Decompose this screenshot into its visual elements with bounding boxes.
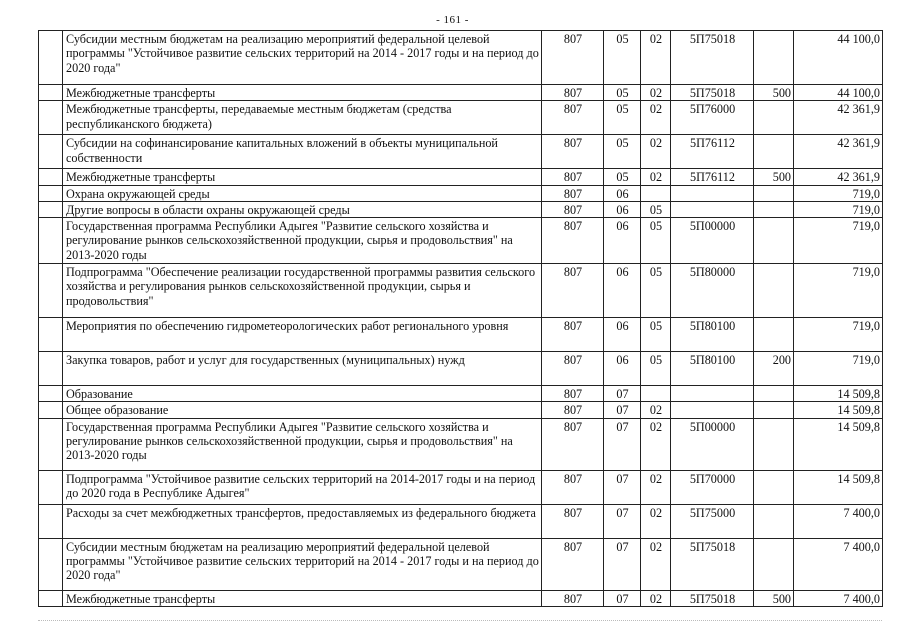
cell-ved-code: 807 <box>542 85 604 101</box>
cell-expense-type <box>754 402 794 418</box>
cell-ved-code: 807 <box>542 386 604 402</box>
cell-item-name: Субсидии на софинансирование капитальных вложений в объекты муниципальной собственности <box>63 135 542 169</box>
cell-ved-code: 807 <box>542 470 604 504</box>
cell-amount: 42 361,9 <box>794 169 883 185</box>
cell-item-name: Государственная программа Республики Адыгея "Развитие сельского хозяйства и регулирование рынков сельскохозяйственной продукции, сырья и продовольствия" на 2013-2020 годы <box>63 418 542 470</box>
cell-section: 07 <box>604 504 641 538</box>
cell-subsection: 02 <box>641 85 671 101</box>
table-row <box>39 169 883 185</box>
table-row <box>39 85 883 101</box>
table-row <box>39 386 883 402</box>
table-row <box>39 352 883 386</box>
cell-item-name: Другие вопросы в области охраны окружающей среды <box>63 201 542 217</box>
table-row <box>39 264 883 318</box>
cell-amount: 719,0 <box>794 201 883 217</box>
cell-ved-code: 807 <box>542 101 604 135</box>
cell-blank <box>39 538 63 590</box>
cell-subsection: 02 <box>641 418 671 470</box>
cell-blank <box>39 135 63 169</box>
cell-ved-code: 807 <box>542 218 604 264</box>
cell-target-article <box>671 402 754 418</box>
cell-item-name: Межбюджетные трансферты <box>63 590 542 606</box>
cell-subsection: 02 <box>641 470 671 504</box>
table-row <box>39 201 883 217</box>
cell-section: 06 <box>604 318 641 352</box>
cell-target-article: 5П70000 <box>671 470 754 504</box>
cell-amount: 719,0 <box>794 352 883 386</box>
cell-amount: 42 361,9 <box>794 101 883 135</box>
cell-amount: 14 509,8 <box>794 418 883 470</box>
cell-ved-code: 807 <box>542 31 604 85</box>
cell-item-name: Общее образование <box>63 402 542 418</box>
table-row <box>39 590 883 606</box>
cell-amount: 7 400,0 <box>794 504 883 538</box>
cell-amount: 14 509,8 <box>794 386 883 402</box>
cell-blank <box>39 402 63 418</box>
cell-target-article: 5П75000 <box>671 504 754 538</box>
budget-table <box>38 30 883 607</box>
cell-ved-code: 807 <box>542 169 604 185</box>
cell-ved-code: 807 <box>542 201 604 217</box>
cell-expense-type: 200 <box>754 352 794 386</box>
cell-item-name: Субсидии местным бюджетам на реализацию мероприятий федеральной целевой программы "Устойчивое развитие сельских территорий на 2014 - 2017 годы и на период до 2020 года" <box>63 538 542 590</box>
cell-blank <box>39 169 63 185</box>
cell-blank <box>39 218 63 264</box>
cell-target-article: 5П75018 <box>671 538 754 590</box>
cell-section: 05 <box>604 135 641 169</box>
cell-blank <box>39 470 63 504</box>
cell-item-name: Межбюджетные трансферты, передаваемые местным бюджетам (средства республиканского бюджета) <box>63 101 542 135</box>
cell-section: 05 <box>604 169 641 185</box>
cell-amount: 44 100,0 <box>794 31 883 85</box>
cell-expense-type <box>754 504 794 538</box>
cell-subsection: 02 <box>641 169 671 185</box>
cell-target-article: 5П75018 <box>671 31 754 85</box>
cell-target-article: 5П76112 <box>671 135 754 169</box>
cell-blank <box>39 264 63 318</box>
cell-subsection: 05 <box>641 318 671 352</box>
cell-subsection: 05 <box>641 352 671 386</box>
cell-blank <box>39 590 63 606</box>
cell-amount: 14 509,8 <box>794 470 883 504</box>
cell-amount: 42 361,9 <box>794 135 883 169</box>
cell-section: 05 <box>604 31 641 85</box>
cell-subsection <box>641 185 671 201</box>
page-bottom-edge <box>38 620 882 627</box>
cell-ved-code: 807 <box>542 264 604 318</box>
table-row <box>39 418 883 470</box>
page-number: - 161 - <box>436 14 469 26</box>
cell-target-article: 5П75018 <box>671 590 754 606</box>
cell-ved-code: 807 <box>542 538 604 590</box>
cell-section: 07 <box>604 418 641 470</box>
cell-ved-code: 807 <box>542 504 604 538</box>
cell-expense-type: 500 <box>754 85 794 101</box>
cell-amount: 719,0 <box>794 318 883 352</box>
cell-blank <box>39 352 63 386</box>
table-row <box>39 504 883 538</box>
cell-item-name: Субсидии местным бюджетам на реализацию мероприятий федеральной целевой программы "Устойчивое развитие сельских территорий на 2014 - 2017 годы и на период до 2020 года" <box>63 31 542 85</box>
cell-expense-type <box>754 31 794 85</box>
cell-subsection: 02 <box>641 504 671 538</box>
cell-expense-type <box>754 264 794 318</box>
table-row <box>39 31 883 85</box>
cell-target-article: 5П00000 <box>671 418 754 470</box>
cell-amount: 719,0 <box>794 264 883 318</box>
cell-ved-code: 807 <box>542 352 604 386</box>
cell-item-name: Образование <box>63 386 542 402</box>
table-row <box>39 218 883 264</box>
cell-subsection: 05 <box>641 201 671 217</box>
cell-item-name: Межбюджетные трансферты <box>63 85 542 101</box>
cell-section: 07 <box>604 590 641 606</box>
cell-subsection: 02 <box>641 31 671 85</box>
cell-blank <box>39 201 63 217</box>
cell-blank <box>39 504 63 538</box>
cell-expense-type <box>754 185 794 201</box>
cell-subsection: 02 <box>641 590 671 606</box>
cell-amount: 14 509,8 <box>794 402 883 418</box>
cell-blank <box>39 185 63 201</box>
cell-expense-type <box>754 201 794 217</box>
cell-section: 06 <box>604 201 641 217</box>
cell-blank <box>39 101 63 135</box>
cell-target-article: 5П80000 <box>671 264 754 318</box>
cell-subsection <box>641 386 671 402</box>
table-row <box>39 470 883 504</box>
cell-expense-type <box>754 218 794 264</box>
cell-item-name: Мероприятия по обеспечению гидрометеорологических работ регионального уровня <box>63 318 542 352</box>
table-row <box>39 185 883 201</box>
cell-expense-type <box>754 470 794 504</box>
cell-target-article <box>671 185 754 201</box>
cell-subsection: 05 <box>641 264 671 318</box>
cell-section: 06 <box>604 264 641 318</box>
cell-expense-type <box>754 418 794 470</box>
cell-ved-code: 807 <box>542 402 604 418</box>
cell-target-article: 5П80100 <box>671 318 754 352</box>
cell-subsection: 02 <box>641 135 671 169</box>
cell-target-article: 5П76112 <box>671 169 754 185</box>
cell-target-article: 5П80100 <box>671 352 754 386</box>
cell-item-name: Подпрограмма "Обеспечение реализации государственной программы развития сельского хозяйства и регулирования рынков сельскохозяйственной продукции, сырья и продовольствия" <box>63 264 542 318</box>
cell-section: 05 <box>604 85 641 101</box>
table-row <box>39 538 883 590</box>
cell-amount: 44 100,0 <box>794 85 883 101</box>
cell-section: 06 <box>604 218 641 264</box>
cell-subsection: 02 <box>641 402 671 418</box>
cell-section: 07 <box>604 470 641 504</box>
cell-blank <box>39 418 63 470</box>
table-row <box>39 402 883 418</box>
table-row <box>39 318 883 352</box>
cell-expense-type: 500 <box>754 590 794 606</box>
cell-item-name: Подпрограмма "Устойчивое развитие сельских территорий на 2014-2017 годы и на период до 2020 года в Республике Адыгея" <box>63 470 542 504</box>
cell-target-article: 5П76000 <box>671 101 754 135</box>
budget-table-body <box>39 31 883 607</box>
cell-subsection: 05 <box>641 218 671 264</box>
cell-item-name: Расходы за счет межбюджетных трансфертов, предоставляемых из федерального бюджета <box>63 504 542 538</box>
cell-blank <box>39 31 63 85</box>
cell-ved-code: 807 <box>542 135 604 169</box>
cell-section: 07 <box>604 386 641 402</box>
cell-ved-code: 807 <box>542 590 604 606</box>
cell-expense-type <box>754 101 794 135</box>
table-row <box>39 101 883 135</box>
cell-item-name: Государственная программа Республики Адыгея "Развитие сельского хозяйства и регулирование рынков сельскохозяйственной продукции, сырья и продовольствия" на 2013-2020 годы <box>63 218 542 264</box>
cell-blank <box>39 85 63 101</box>
cell-blank <box>39 386 63 402</box>
cell-expense-type <box>754 538 794 590</box>
cell-subsection: 02 <box>641 538 671 590</box>
cell-item-name: Закупка товаров, работ и услуг для государственных (муниципальных) нужд <box>63 352 542 386</box>
cell-expense-type <box>754 386 794 402</box>
cell-expense-type <box>754 135 794 169</box>
cell-ved-code: 807 <box>542 418 604 470</box>
cell-item-name: Межбюджетные трансферты <box>63 169 542 185</box>
cell-item-name: Охрана окружающей среды <box>63 185 542 201</box>
cell-expense-type: 500 <box>754 169 794 185</box>
cell-blank <box>39 318 63 352</box>
cell-target-article: 5П00000 <box>671 218 754 264</box>
cell-amount: 719,0 <box>794 218 883 264</box>
cell-ved-code: 807 <box>542 185 604 201</box>
cell-amount: 7 400,0 <box>794 590 883 606</box>
cell-expense-type <box>754 318 794 352</box>
cell-section: 07 <box>604 538 641 590</box>
cell-amount: 7 400,0 <box>794 538 883 590</box>
table-row <box>39 135 883 169</box>
cell-section: 05 <box>604 101 641 135</box>
cell-amount: 719,0 <box>794 185 883 201</box>
cell-section: 06 <box>604 185 641 201</box>
cell-target-article: 5П75018 <box>671 85 754 101</box>
cell-section: 07 <box>604 402 641 418</box>
cell-target-article <box>671 386 754 402</box>
cell-target-article <box>671 201 754 217</box>
cell-section: 06 <box>604 352 641 386</box>
cell-subsection: 02 <box>641 101 671 135</box>
cell-ved-code: 807 <box>542 318 604 352</box>
